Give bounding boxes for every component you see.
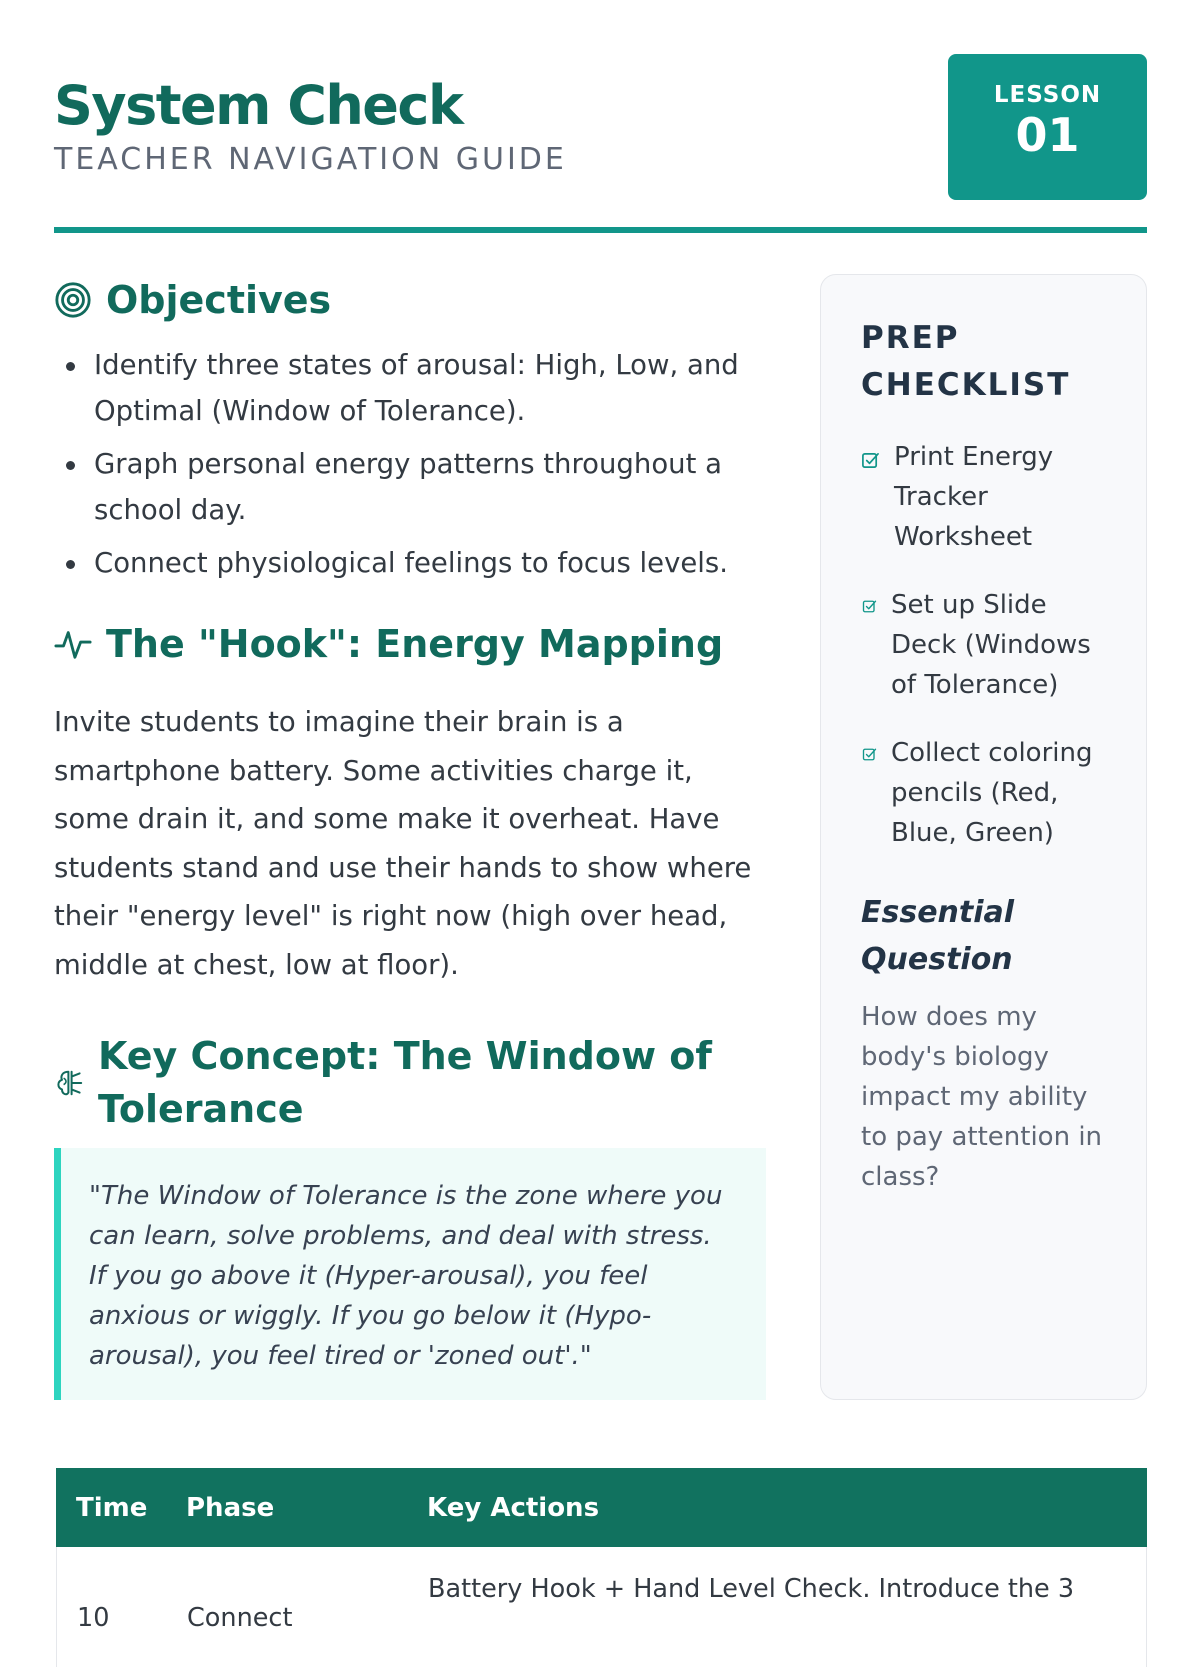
checklist-item-label: Collect coloring pencils (Red, Blue, Green) (891, 738, 1093, 848)
prep-checklist-title: PREP CHECKLIST (861, 320, 1071, 403)
key-concept-quote: "The Window of Tolerance is the zone where you can learn, solve problems, and deal with stress. If you go above it (Hyper-arousal), you feel anxious or wiggly. If you go below it (Hypo-arousal), you feel tired or 'zoned out'." (54, 1148, 766, 1400)
cell-phase: Connect (187, 1603, 293, 1633)
key-concept-title: Key Concept: The Window of Tolerance (98, 1034, 712, 1131)
lesson-flow-table (56, 1468, 1147, 1667)
checklist-item-label: Print Energy Tracker Worksheet (894, 442, 1054, 552)
list-item: Connect physiological feelings to focus levels. (94, 540, 774, 586)
objectives-list (94, 342, 774, 593)
checklist-item-label: Set up Slide Deck (Windows of Tolerance) (891, 590, 1091, 700)
checklist-item (861, 437, 1116, 557)
activity-pulse-icon (54, 625, 92, 663)
column-header-phase: Phase (186, 1492, 275, 1523)
objectives-title: Objectives (106, 278, 332, 322)
checklist-item (861, 585, 1116, 705)
essential-question-title: Essential Question (861, 895, 1015, 977)
checklist-item (861, 733, 1116, 853)
hook-paragraph: Invite students to imagine their brain is a smartphone battery. Some activities charge it, some drain it, and some make it overheat. Have students stand and use their hands to show where their "energy level" is right now (high over head, middle at chest, low at floor). (54, 706, 752, 981)
prep-sidebar (820, 274, 1147, 1400)
checkbox-icon (862, 747, 877, 762)
column-header-key-actions: Key Actions (427, 1492, 600, 1523)
lesson-number: 01 (1015, 108, 1080, 162)
objectives-heading (54, 278, 766, 322)
page-title: System Check (54, 74, 463, 137)
brain-icon (54, 1067, 86, 1099)
hook-heading (54, 622, 766, 666)
lesson-label: LESSON (993, 82, 1102, 108)
prep-checklist (861, 437, 1116, 853)
page-header (54, 54, 1147, 234)
cell-time: 10 (77, 1603, 110, 1633)
key-concept-heading (54, 1030, 766, 1136)
table-header (56, 1468, 1147, 1547)
header-divider (54, 227, 1147, 233)
checkbox-icon (862, 599, 877, 614)
list-item: Graph personal energy patterns throughout a school day. (94, 441, 774, 533)
cell-actions: Battery Hook + Hand Level Check. Introduce the 3 (428, 1574, 1075, 1604)
lesson-badge (948, 54, 1147, 200)
essential-question-text: How does my body's biology impact my ability to pay attention in class? (861, 1002, 1103, 1192)
page-subtitle: TEACHER NAVIGATION GUIDE (54, 142, 567, 177)
list-item: Identify three states of arousal: High, Low, and Optimal (Window of Tolerance). (94, 342, 774, 434)
hook-title: The "Hook": Energy Mapping (106, 622, 724, 666)
table-row (56, 1547, 1147, 1667)
column-header-time: Time (76, 1492, 148, 1523)
checkbox-icon (861, 451, 880, 470)
target-icon (54, 281, 92, 319)
